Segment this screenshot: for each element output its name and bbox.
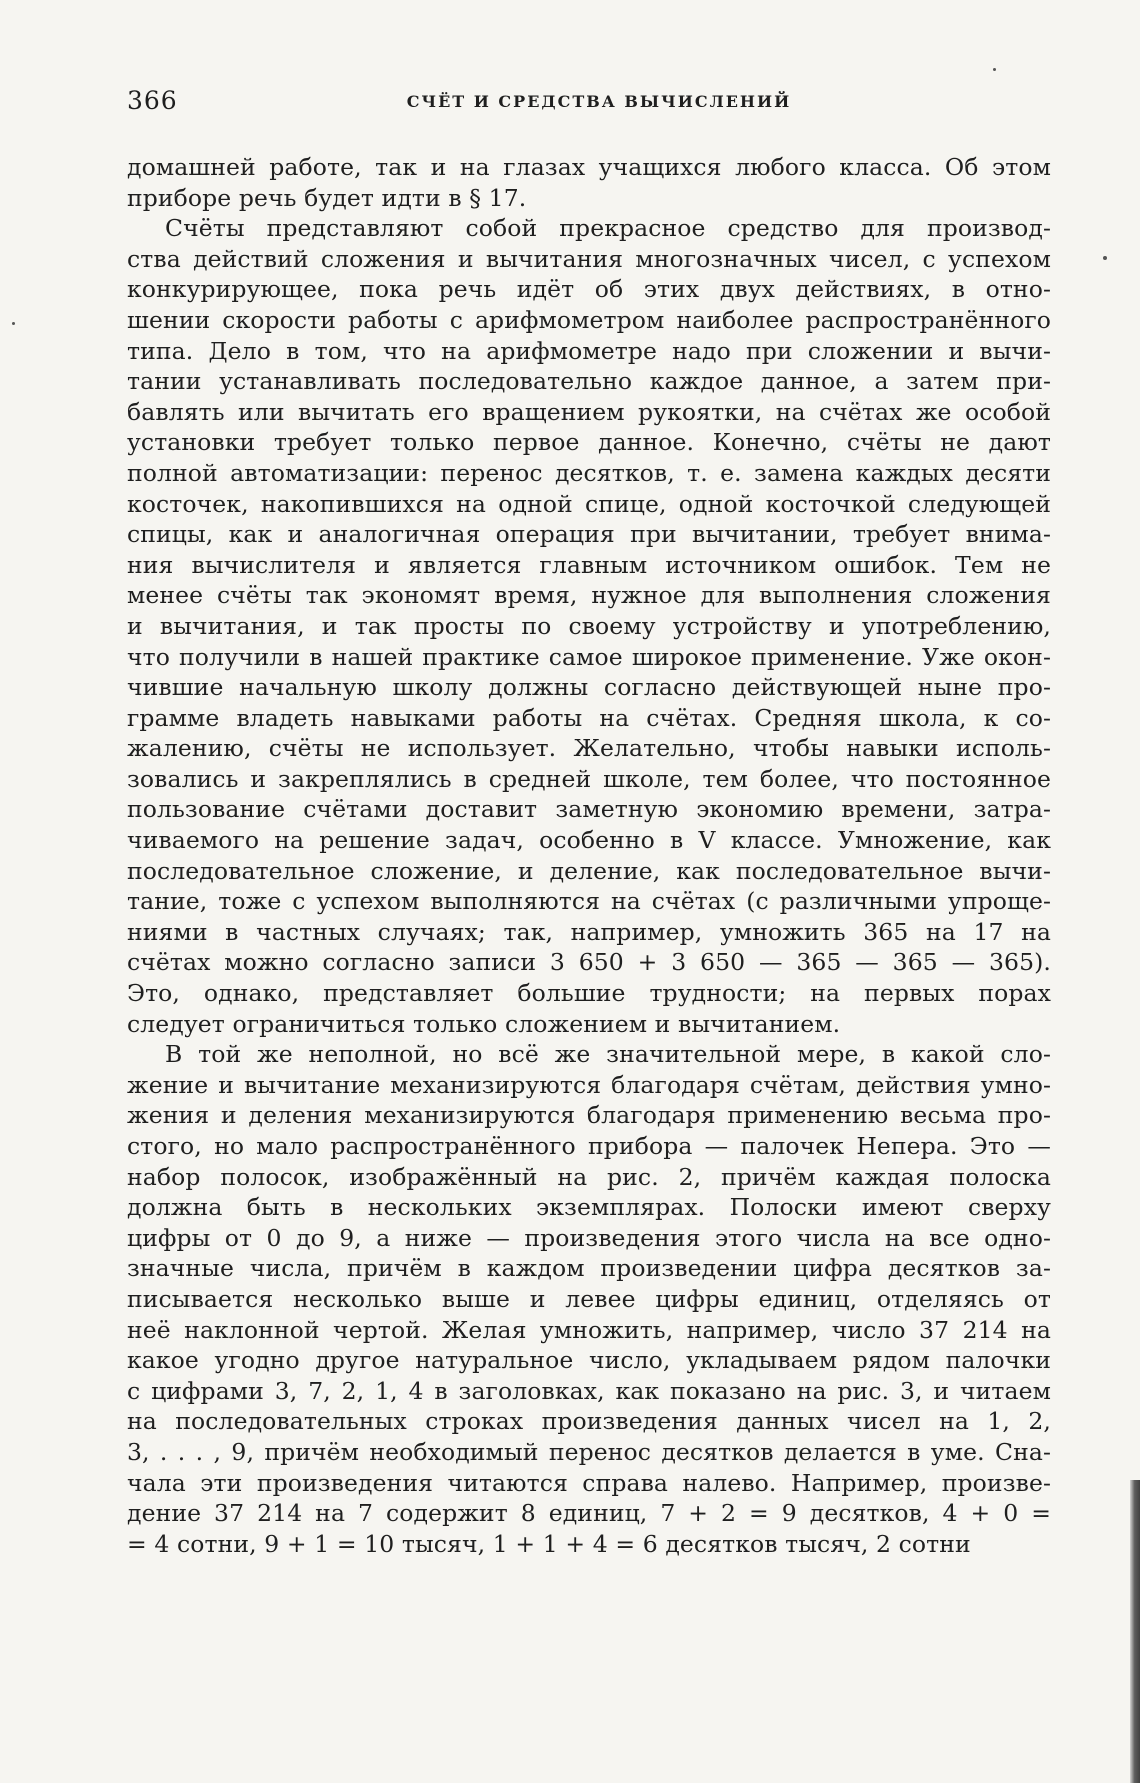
text-line: жения и деления механизируются благодаря применению весьма про- [127,1101,1051,1130]
text-line: установки требует только первое данное. Конечно, счёты не дают [127,428,1051,457]
text-line: ния вычислителя и является главным источником ошибок. Тем не [127,550,1051,579]
page-header [127,86,1051,126]
text-line: с цифрами 3, 7, 2, 1, 4 в заголовках, как показано на рис. 3, и читаем [127,1376,1051,1405]
text-line: должна быть в нескольких экземплярах. Полоски имеют сверху [127,1193,1051,1222]
text-line: типа. Дело в том, что на арифмометре надо при сложении и вычи- [127,336,1051,365]
text-line: менее счёты так экономят время, нужное для выполнения сложения [127,581,1051,610]
paragraph [127,152,1051,213]
text-line: зовались и закреплялись в средней школе, тем более, что постоянное [127,764,1051,793]
text-line: полной автоматизации: перенос десятков, т. е. замена каждых десяти [127,458,1051,487]
text-line: косточек, накопившихся на одной спице, одной косточкой следующей [127,489,1051,518]
text-line: на последовательных строках произведения данных чисел на 1, 2, [127,1407,1051,1436]
page-number: 366 [127,86,178,115]
text-line: неё наклонной чертой. Желая умножить, например, число 37 214 на [127,1315,1051,1344]
text-line: жалению, счёты не использует. Желательно, чтобы навыки исполь- [127,734,1051,763]
text-line: приборе речь будет идти в § 17. [127,183,527,212]
text-line: шении скорости работы с арифмометром наиболее распространённого [127,305,1051,334]
book-spine-edge [1130,1480,1140,1783]
text-line: чившие начальную школу должны согласно действующей ныне про- [127,673,1051,702]
text-line: чиваемого на решение задач, особенно в V классе. Умножение, как [127,826,1051,855]
text-line: = 4 сотни, 9 + 1 = 10 тысяч, 1 + 1 + 4 = 6 десятков тысяч, 2 сотни [127,1529,971,1558]
text-line: жение и вычитание механизируются благодаря счётам, действия умно- [127,1070,1051,1099]
text-line: ства действий сложения и вычитания многозначных чисел, с успехом [127,244,1051,273]
ink-speck [12,322,15,325]
body-text [127,152,1051,1559]
text-line: чала эти произведения читаются справа налево. Например, произве- [127,1468,1051,1497]
text-line: ниями в частных случаях; так, например, умножить 365 на 17 на [127,917,1051,946]
ink-speck [1103,256,1107,260]
text-line: счётах можно согласно записи 3 650 + 3 650 — 365 — 365 — 365). [127,948,1051,977]
text-line: последовательное сложение, и деление, как последовательное вычи- [127,856,1051,885]
text-line: что получили в нашей практике самое широкое применение. Уже окон- [127,642,1051,671]
text-line: набор полосок, изображённый на рис. 2, причём каждая полоска [127,1162,1051,1191]
text-line: дение 37 214 на 7 содержит 8 единиц, 7 + 2 = 9 десятков, 4 + 0 = [127,1499,1051,1528]
text-line: писывается несколько выше и левее цифры единиц, отделяясь от [127,1284,1051,1313]
text-line: стого, но мало распространённого прибора — палочек Непера. Это — [127,1132,1051,1160]
text-line: В той же неполной, но всё же значительной мере, в какой сло- [165,1040,1051,1069]
paragraph [127,213,1051,1039]
text-line: пользование счётами доставит заметную экономию времени, затра- [127,795,1051,824]
text-line: и вычитания, и так просты по своему устройству и употреблению, [127,611,1051,640]
text-line: конкурирующее, пока речь идёт об этих двух действиях, в отно- [127,275,1051,304]
text-line: домашней работе, так и на глазах учащихся любого класса. Об этом [127,153,1051,181]
text-line: значные числа, причём в каждом произведении цифра десятков за- [127,1254,1051,1283]
text-line: тание, тоже с успехом выполняются на счётах (с различными упроще- [127,887,1051,916]
text-line: бавлять или вычитать его вращением рукоятки, на счётах же особой [127,397,1051,426]
text-line: 3, . . . , 9, причём необходимый перенос десятков делается в уме. Сна- [127,1437,1051,1466]
ink-speck [993,68,996,71]
running-title: СЧЁТ И СРЕДСТВА ВЫЧИСЛЕНИЙ [406,92,792,111]
paragraph [127,1039,1051,1559]
text-line: Счёты представляют собой прекрасное средство для производ- [165,214,1051,243]
text-line: Это, однако, представляет большие трудности; на первых порах [127,979,1051,1008]
text-line: спицы, как и аналогичная операция при вычитании, требует внима- [127,520,1051,549]
text-line: грамме владеть навыками работы на счётах. Средняя школа, к со- [127,703,1051,732]
text-line: цифры от 0 до 9, а ниже — произведения этого числа на все одно- [127,1223,1051,1252]
text-line: какое угодно другое натуральное число, укладываем рядом палочки [127,1346,1051,1375]
text-line: следует ограничиться только сложением и вычитанием. [127,1009,841,1038]
text-line: тании устанавливать последовательно каждое данное, а затем при- [127,367,1051,396]
